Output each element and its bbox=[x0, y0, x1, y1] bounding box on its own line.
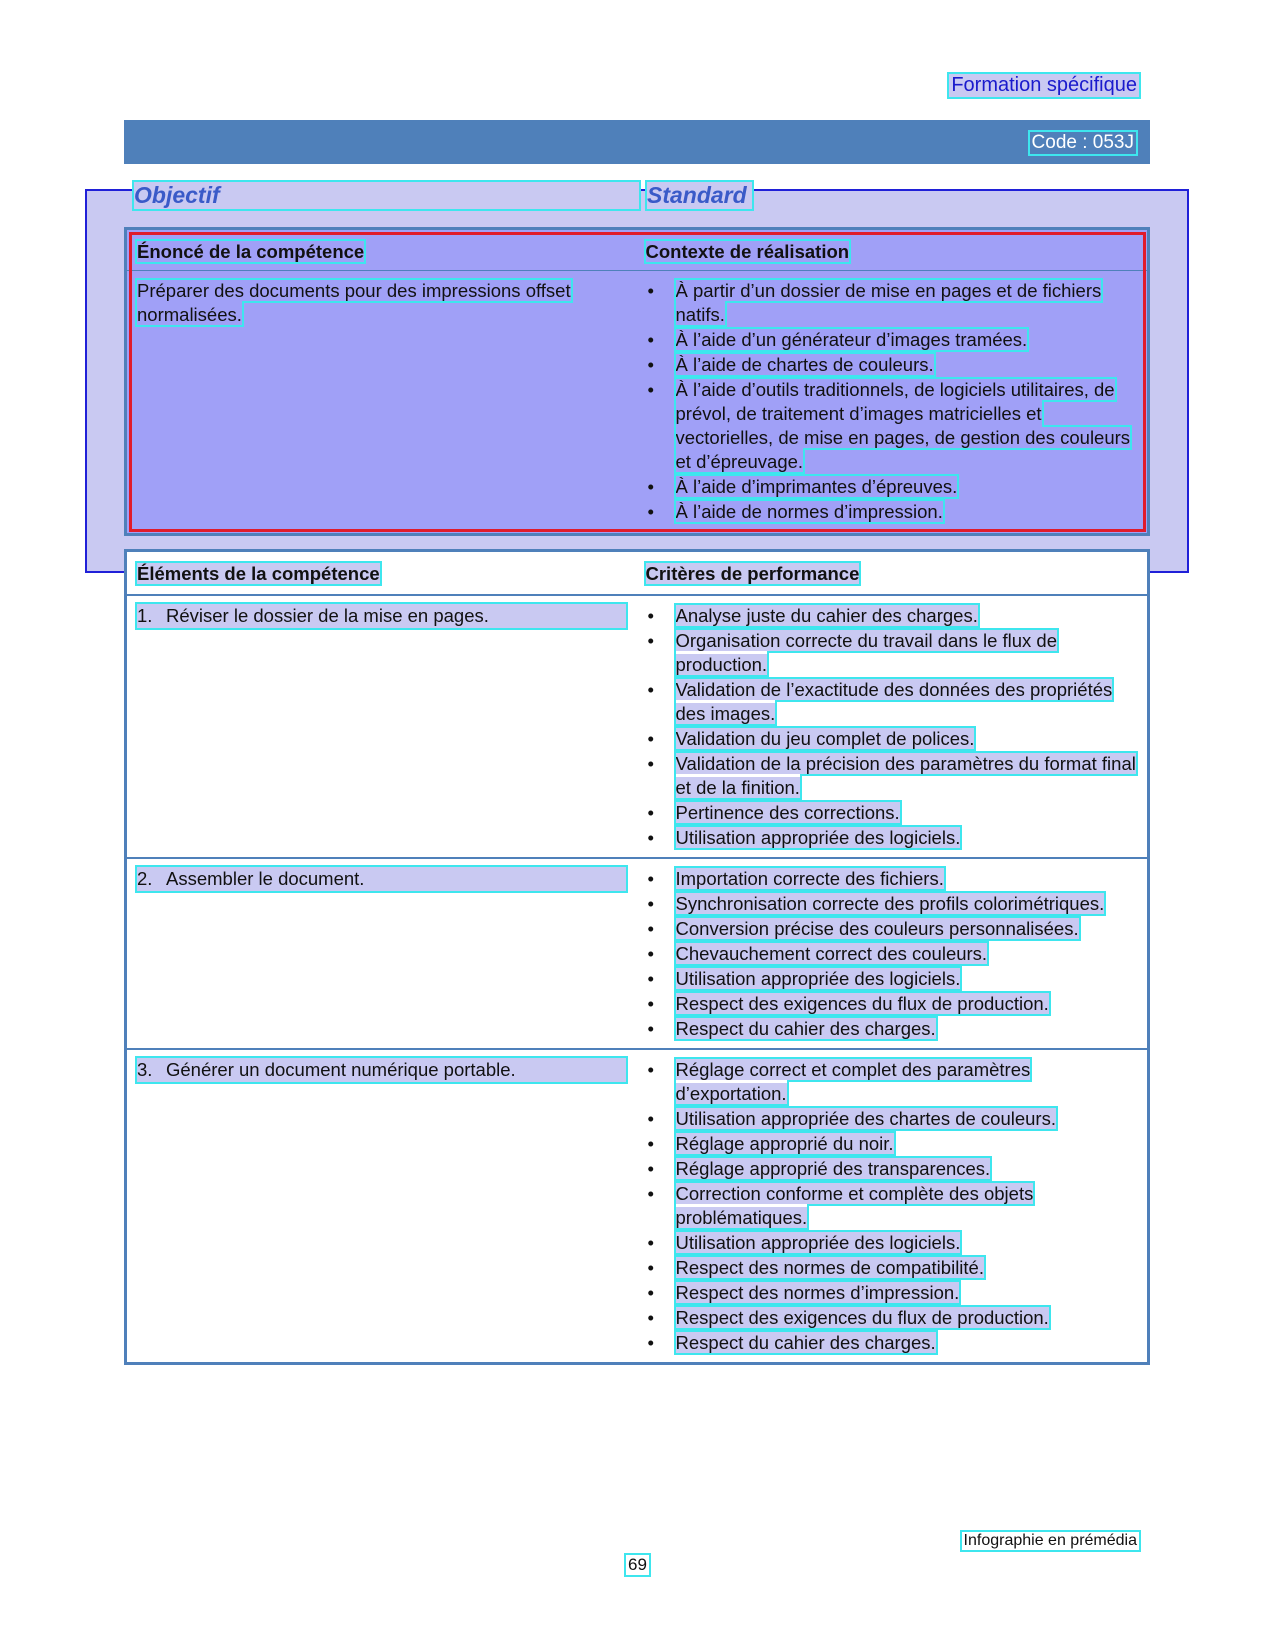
critere-item bbox=[646, 1058, 1138, 1106]
critere-item bbox=[646, 801, 1138, 825]
element-label: Réviser le dossier de la mise en pages. bbox=[166, 605, 489, 626]
critere-text: Validation du jeu complet de polices. bbox=[675, 728, 975, 749]
element-number: 2. bbox=[137, 868, 153, 889]
critere-text: Réglage approprié du noir. bbox=[675, 1133, 894, 1154]
critere-item bbox=[646, 1017, 1138, 1041]
contexte-item bbox=[646, 279, 1138, 327]
element-text bbox=[137, 604, 626, 628]
critere-text: Chevauchement correct des couleurs. bbox=[675, 943, 988, 964]
critere-item bbox=[646, 1157, 1138, 1181]
elements-header-cell bbox=[126, 551, 636, 596]
critere-text: Respect des exigences du flux de production. bbox=[675, 1307, 1049, 1328]
contexte-item-text: À l’aide d’imprimantes d’épreuves. bbox=[675, 476, 958, 497]
contexte-list bbox=[646, 279, 1138, 524]
criteres-list bbox=[646, 867, 1138, 1041]
critere-text: Respect du cahier des charges. bbox=[675, 1018, 936, 1039]
formation-label: Formation spécifique bbox=[951, 74, 1137, 96]
element-cell bbox=[126, 858, 636, 1049]
criteres-cell bbox=[636, 1049, 1149, 1364]
elements-table bbox=[124, 549, 1150, 1365]
element-number: 1. bbox=[137, 605, 153, 626]
critere-text: Validation de la précision des paramètres du format final et de la finition. bbox=[675, 753, 1136, 798]
competence-table bbox=[124, 227, 1150, 536]
criteres-list bbox=[646, 604, 1138, 850]
element-cell bbox=[126, 595, 636, 858]
critere-item bbox=[646, 892, 1138, 916]
critere-text: Analyse juste du cahier des charges. bbox=[675, 605, 978, 626]
element-cell bbox=[126, 1049, 636, 1364]
critere-item bbox=[646, 992, 1138, 1016]
critere-item bbox=[646, 1132, 1138, 1156]
contexte-header: Contexte de réalisation bbox=[645, 241, 850, 262]
critere-text: Utilisation appropriée des logiciels. bbox=[675, 827, 961, 848]
enonce-cell bbox=[126, 271, 636, 535]
element-label: Assembler le document. bbox=[166, 868, 365, 889]
critere-item bbox=[646, 629, 1138, 677]
critere-item bbox=[646, 967, 1138, 991]
critere-item bbox=[646, 826, 1138, 850]
critere-item bbox=[646, 1107, 1138, 1131]
element-text bbox=[137, 867, 626, 891]
criteres-list bbox=[646, 1058, 1138, 1355]
page-number: 69 bbox=[628, 1555, 647, 1574]
critere-text: Correction conforme et complète des objets problématiques. bbox=[675, 1183, 1034, 1228]
critere-text: Réglage approprié des transparences. bbox=[675, 1158, 991, 1179]
critere-item bbox=[646, 1256, 1138, 1280]
contexte-item bbox=[646, 475, 1138, 499]
contexte-item bbox=[646, 353, 1138, 377]
element-text bbox=[137, 1058, 626, 1082]
table-row bbox=[126, 1049, 1149, 1364]
element-number: 3. bbox=[137, 1059, 153, 1080]
critere-item bbox=[646, 867, 1138, 891]
critere-text: Utilisation appropriée des chartes de couleurs. bbox=[675, 1108, 1056, 1129]
critere-text: Respect des normes d’impression. bbox=[675, 1282, 960, 1303]
critere-text: Synchronisation correcte des profils colorimétriques. bbox=[675, 893, 1105, 914]
contexte-item bbox=[646, 378, 1138, 474]
contexte-cell bbox=[636, 271, 1149, 535]
contexte-item-text: À l’aide de chartes de couleurs. bbox=[675, 354, 934, 375]
critere-item bbox=[646, 942, 1138, 966]
critere-text: Validation de l’exactitude des données des propriétés des images. bbox=[675, 679, 1113, 724]
code-label: Code : 053J bbox=[1031, 132, 1134, 153]
critere-text: Pertinence des corrections. bbox=[675, 802, 900, 823]
critere-text: Utilisation appropriée des logiciels. bbox=[675, 968, 961, 989]
critere-text: Réglage correct et complet des paramètres d’exportation. bbox=[675, 1059, 1031, 1104]
elements-header: Éléments de la compétence bbox=[137, 563, 380, 584]
table-row bbox=[126, 595, 1149, 858]
code-bar bbox=[124, 120, 1150, 164]
critere-text: Respect des normes de compatibilité. bbox=[675, 1257, 984, 1278]
program-footer: Infographie en prémédia bbox=[963, 1532, 1137, 1549]
critere-item bbox=[646, 1182, 1138, 1230]
enonce-text: Préparer des documents pour des impressions offset normalisées. bbox=[137, 280, 571, 325]
contexte-item bbox=[646, 328, 1138, 352]
critere-item bbox=[646, 1231, 1138, 1255]
critere-text: Respect du cahier des charges. bbox=[675, 1332, 936, 1353]
critere-item bbox=[646, 604, 1138, 628]
critere-text: Conversion précise des couleurs personnalisées. bbox=[675, 918, 1079, 939]
criteres-cell bbox=[636, 858, 1149, 1049]
critere-item bbox=[646, 727, 1138, 751]
critere-item bbox=[646, 917, 1138, 941]
contexte-item-text: À l’aide d’un générateur d’images tramées. bbox=[675, 329, 1028, 350]
critere-text: Respect des exigences du flux de production. bbox=[675, 993, 1049, 1014]
contexte-item-text: À partir d’un dossier de mise en pages et de fichiers natifs. bbox=[675, 280, 1102, 325]
criteres-header: Critères de performance bbox=[645, 563, 860, 584]
contexte-item-text: À l’aide d’outils traditionnels, de logiciels utilitaires, de prévol, de traitement d’images matricielles et vectorielles, de mise en pages, de gestion des couleurs et d’épreuvage. bbox=[675, 379, 1131, 472]
critere-item bbox=[646, 1306, 1138, 1330]
critere-text: Organisation correcte du travail dans le flux de production. bbox=[675, 630, 1058, 675]
table-row bbox=[126, 858, 1149, 1049]
contexte-item bbox=[646, 500, 1138, 524]
objectif-heading: Objectif bbox=[134, 182, 639, 209]
criteres-cell bbox=[636, 595, 1149, 858]
enonce-header-cell bbox=[126, 229, 636, 271]
standard-heading: Standard bbox=[647, 182, 752, 209]
enonce-header: Énoncé de la compétence bbox=[137, 241, 365, 262]
critere-text: Utilisation appropriée des logiciels. bbox=[675, 1232, 961, 1253]
critere-item bbox=[646, 1281, 1138, 1305]
critere-item bbox=[646, 678, 1138, 726]
criteres-header-cell bbox=[636, 551, 1149, 596]
element-label: Générer un document numérique portable. bbox=[166, 1059, 516, 1080]
critere-item bbox=[646, 1331, 1138, 1355]
critere-text: Importation correcte des fichiers. bbox=[675, 868, 944, 889]
contexte-header-cell bbox=[636, 229, 1149, 271]
critere-item bbox=[646, 752, 1138, 800]
contexte-item-text: À l’aide de normes d’impression. bbox=[675, 501, 943, 522]
